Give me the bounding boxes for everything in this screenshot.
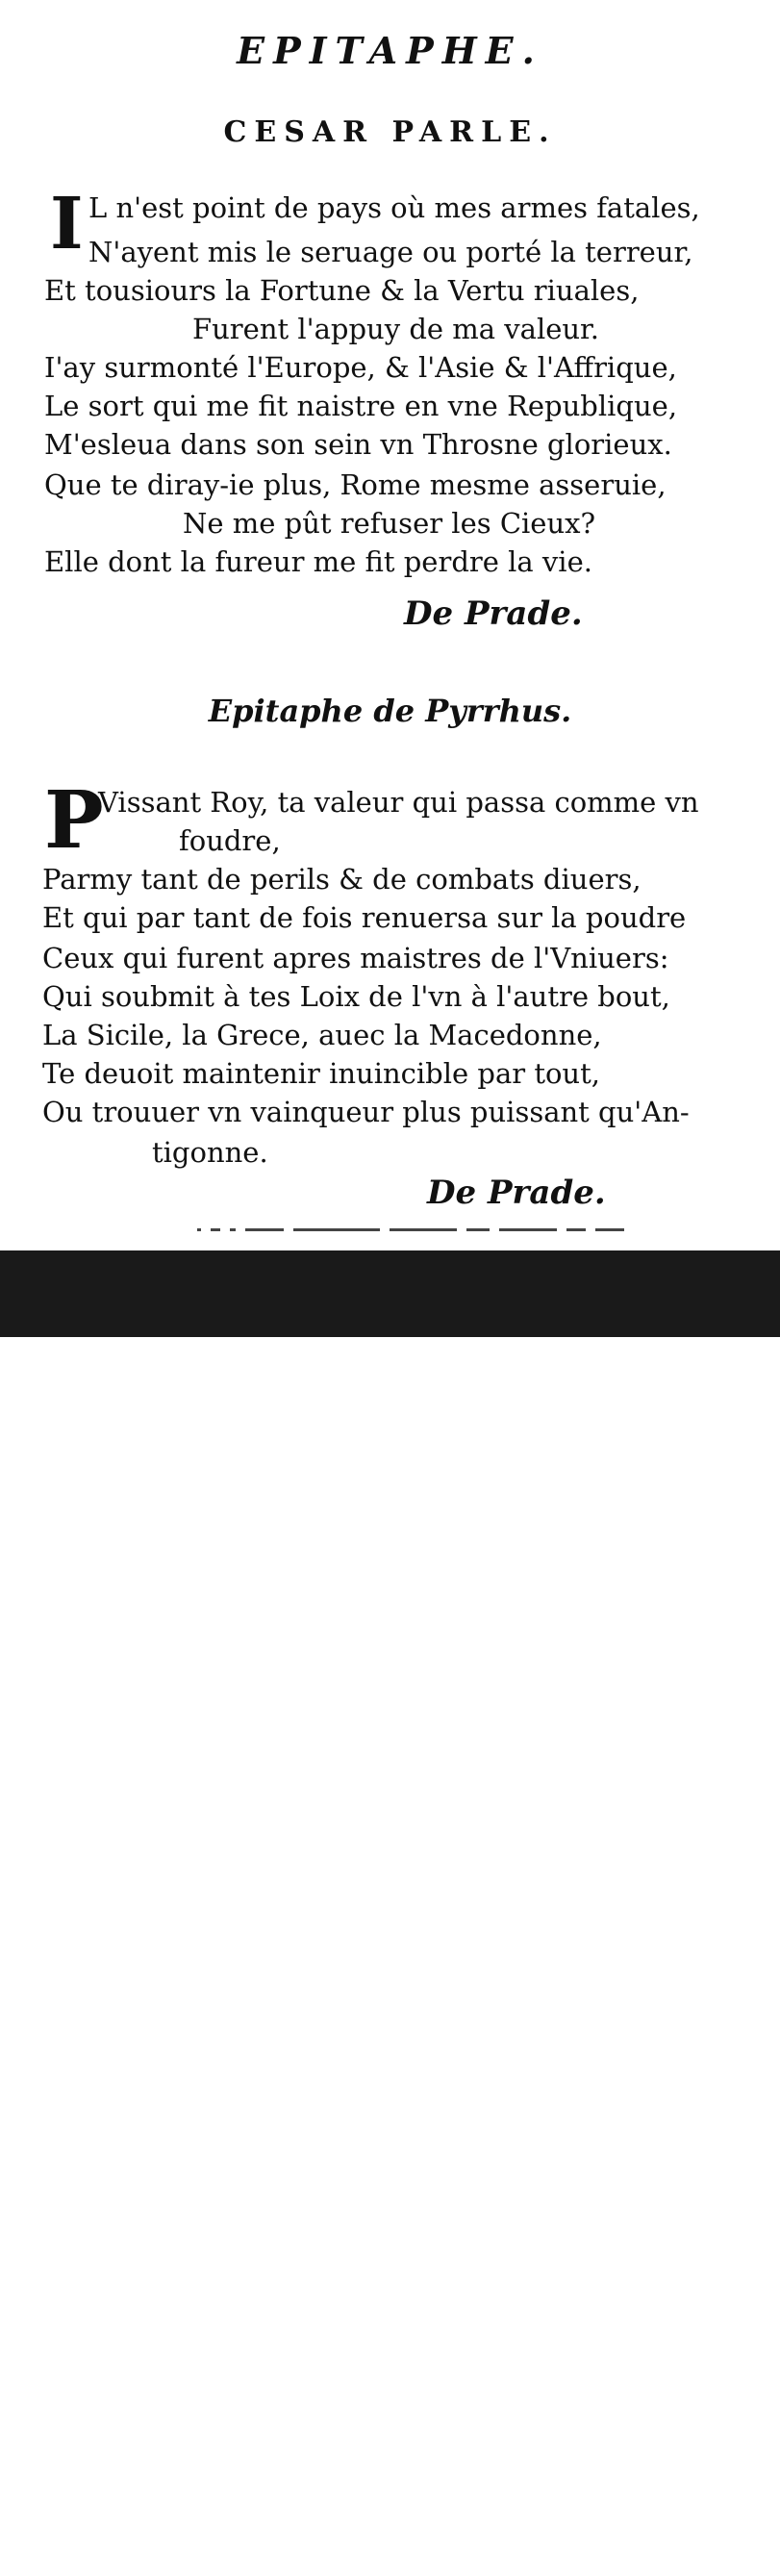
poem1-subtitle: CESAR PARLE. — [223, 115, 557, 149]
poem1-signature: De Prade. — [404, 594, 583, 633]
poem1-line-6: Le sort qui me fit naistre en vne Republique, — [44, 390, 678, 422]
poem1-line-5: I'ay surmonté l'Europe, & l'Asie & l'Affrique, — [44, 351, 677, 384]
poem2-line-1: Vissant Roy, ta valeur qui passa comme vn — [98, 786, 699, 819]
book-page — [0, 0, 780, 1250]
poem1-line-2: N'ayent mis le seruage ou porté la terreur, — [88, 236, 693, 268]
poem2-line-6: Qui soubmit à tes Loix de l'vn à l'autre bout, — [42, 980, 670, 1013]
poem2-line-5: Ceux qui furent apres maistres de l'Vniuers: — [42, 942, 669, 974]
poem1-line-1: L n'est point de pays où mes armes fatales, — [88, 191, 700, 224]
site-url: www.alamy.com — [599, 2552, 730, 2572]
poem2-signature: De Prade. — [427, 1174, 606, 1212]
poem1-line-3: Et tousiours la Fortune & la Vertu riuales, — [44, 274, 640, 307]
poem1-dropcap: I — [50, 183, 84, 265]
poem2-line-8: Te deuoit maintenir inuincible par tout, — [42, 1057, 600, 1090]
poem2-dropcap: P — [44, 774, 104, 867]
poem2-line-7: La Sicile, la Grece, auec la Macedonne, — [42, 1019, 602, 1051]
poem2-line-9: Ou trouuer vn vainqueur plus puissant qu'An- — [42, 1096, 690, 1128]
poem2-line-3: Parmy tant de perils & de combats diuers, — [42, 863, 642, 896]
poem1-line-9: Ne me pût refuser les Cieux? — [183, 507, 596, 540]
watermark-footer — [0, 1250, 780, 2572]
poem1-title: EPITAPHE. — [237, 29, 543, 72]
image-credit — [599, 2522, 730, 2576]
poem1-line-4: Furent l'appuy de ma valeur. — [192, 313, 599, 345]
page-edge-rule — [197, 1220, 755, 1227]
poem1-line-7: M'esleua dans son sein vn Throsne glorieux. — [44, 428, 672, 461]
poem2-line-4: Et qui par tant de fois renuersa sur la poudre — [42, 901, 687, 934]
image-id: P5WJAX — [656, 2525, 730, 2545]
alamy-logo: alamy — [43, 2518, 159, 2565]
poem1-line-10: Elle dont la fureur me fit perdre la vie. — [44, 545, 592, 578]
poem2-line-10: tigonne. — [152, 1136, 268, 1169]
poem2-title: Epitaphe de Pyrrhus. — [208, 693, 572, 729]
poem2-line-2: foudre, — [179, 824, 281, 857]
poem1-line-8: Que te diray-ie plus, Rome mesme asseruie, — [44, 468, 667, 501]
